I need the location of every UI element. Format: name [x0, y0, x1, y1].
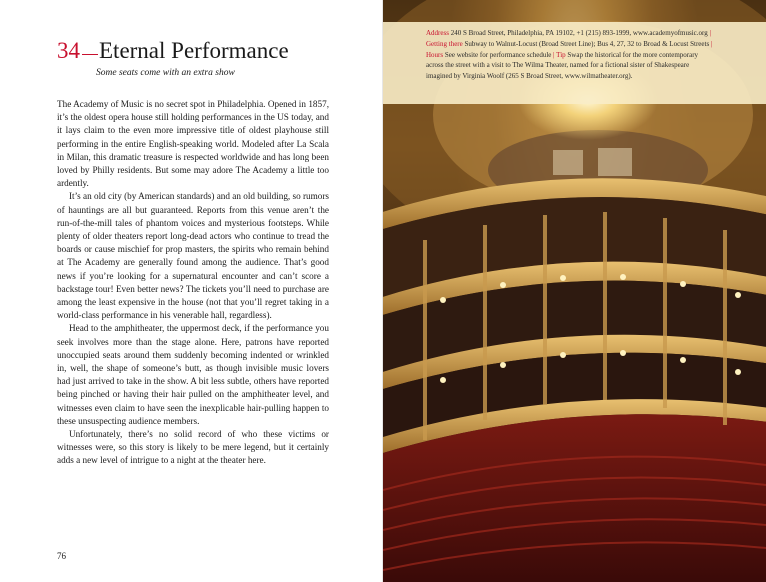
- getting-there-label: Getting there: [426, 39, 463, 48]
- body-paragraph: Unfortunately, there’s no solid record of who these victims or witnesses were, so this story is likely to be mere legend, but it certainly adds a new level of intrigue to a night at the theater here.: [57, 429, 329, 466]
- hours-label: Hours: [426, 50, 444, 59]
- body-paragraph: Head to the amphitheater, the uppermost deck, if the performance you seek involves more than the stage alone. Here, patrons have reported unoccupied seats around them suddenly becoming indented or wrinkled in, well, the shape of someone’s butt, as though invisible music lovers had just arrived to take in the show. A bit less subtle, others have reported being pinched or having their hair pulled on the amphitheater level, and witnesses even claim to have seen the inexplicable hair-pulling happen to these unsuspecting audience members.: [57, 323, 329, 426]
- body-paragraph: The Academy of Music is no secret spot in Philadelphia. Opened in 1857, it’s the oldest opera house still holding performances in the US today, and it lays claim to the even more impressive title of oldest playhouse still performing in the entire English-speaking world. Modeled after La Scala in Milan, this dramatic treasure is respected worldwide and has long been loved by Philly residents. But some may adore The Academy a little too ardently.: [57, 99, 329, 189]
- chapter-title: Eternal Performance: [99, 38, 289, 63]
- separator: |: [709, 29, 711, 37]
- info-text: [426, 28, 716, 82]
- address-label: Address: [426, 29, 449, 37]
- body-paragraph: It’s an old city (by American standards) and an old building, so rumors of hauntings are all but guaranteed. Reports from this venue aren’t the run-of-the-mill tales of phantom voices and mysterious footsteps. While plenty of older theaters report long-dead actors who continue to tread the boards or cause mischief for prop masters, the spirits who remain behind at The Academy are generally found among the audience. That’s good news if you’re looking for a supernatural encounter and can’t score a backstage tour! Even better news? The tickets you’ll need to purchase are among the least expensive in the house (not that you’ll regret taking in a world-class performance in his venerable hall, regardless).: [57, 191, 330, 321]
- getting-there-text: Subway to Walnut-Locust (Broad Street Line); Bus 4, 27, 32 to Broad & Locust Streets: [464, 39, 710, 48]
- separator: |: [710, 39, 713, 48]
- chapter-number: 34: [57, 38, 80, 63]
- page-number: 76: [57, 551, 66, 561]
- theater-photo: [383, 0, 766, 582]
- chapter-rule: [82, 54, 98, 55]
- separator: |: [553, 50, 555, 59]
- address-text: 240 S Broad Street, Philadelphia, PA 19102, +1 (215) 893-1999, www.academyofmusic.org: [450, 29, 708, 37]
- body-text: [57, 98, 329, 468]
- hours-text: See website for performance schedule: [444, 50, 552, 59]
- chapter-heading: [57, 38, 357, 64]
- tip-text: Swap the historical for the more contemporary across the street with a visit to The Wilma Theater, named for a fictional sister of Shakespeare imagined by Virginia Woolf (265 S Broad Street, www.wilmatheater.org).: [426, 50, 699, 81]
- tip-label: Tip: [556, 50, 566, 59]
- chapter-subtitle: Some seats come with an extra show: [96, 68, 235, 78]
